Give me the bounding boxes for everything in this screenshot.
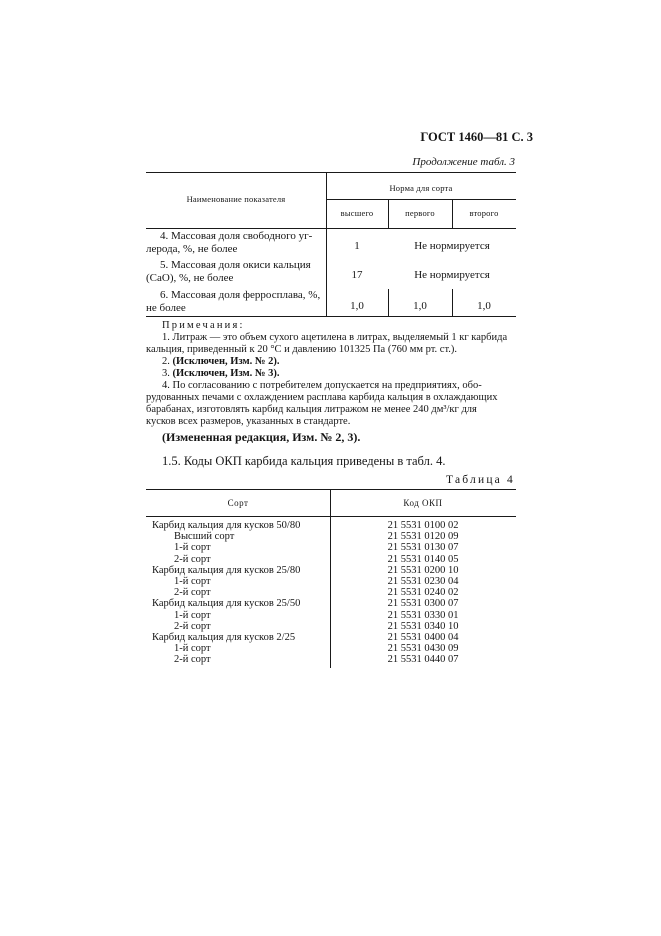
table-row: [146, 565, 516, 576]
value-not-normed: Не нормируется: [414, 269, 490, 281]
table-row: [146, 289, 321, 315]
note-line: [146, 356, 516, 368]
column-header-code: Код ОКП: [403, 498, 443, 508]
table-3-bottom-rule: [146, 316, 516, 317]
grade-name: 1-й сорт: [174, 643, 211, 655]
grade-name: 1-й сорт: [174, 575, 211, 587]
grade-header-second: второго: [469, 208, 499, 218]
grade-header-highest: высшего: [340, 208, 374, 218]
value-highest: 17: [351, 269, 363, 281]
okp-code: 21 5531 0400 04: [387, 631, 459, 643]
grade-name: Высший сорт: [174, 531, 235, 543]
column-header-grade: Сорт: [227, 498, 249, 508]
grade-name: 2-й сорт: [174, 587, 211, 599]
note-number: 3.: [162, 368, 170, 379]
value-highest: 1: [354, 240, 360, 252]
grade-name: Карбид кальция для кусков 2/25: [152, 631, 296, 643]
grade-name: Карбид кальция для кусков 25/50: [152, 598, 301, 610]
okp-code: 21 5531 0240 02: [387, 587, 459, 599]
row-text-line: 5. Массовая доля окиси кальция: [160, 259, 311, 271]
row-text-line: 4. Массовая доля свободного уг-: [160, 230, 313, 242]
notes-block: [146, 332, 516, 428]
note-number: 2.: [162, 356, 170, 367]
table-3-top-rule: [146, 172, 516, 173]
table-4-label: Таблица 4: [446, 474, 515, 486]
table-row: [146, 259, 311, 285]
table-row: [146, 643, 516, 654]
row-text-line: не более: [146, 302, 186, 314]
table-row: [146, 542, 516, 553]
table-row: [146, 531, 516, 542]
value-not-normed: Не нормируется: [414, 240, 490, 252]
grade-name: Карбид кальция для кусков 50/80: [152, 520, 301, 531]
okp-code: 21 5531 0130 07: [387, 542, 459, 554]
note-line: 4. По согласованию с потребителем допускается на предприятиях, обо-: [162, 380, 482, 391]
okp-code: 21 5531 0330 01: [387, 609, 459, 621]
note-excluded: (Исключен, Изм. № 3).: [172, 368, 280, 379]
grade-name: 2-й сорт: [174, 654, 211, 666]
table-row: [146, 621, 516, 632]
table-row: [146, 610, 516, 621]
edition-note: (Измененная редакция, Изм. № 2, 3).: [162, 430, 361, 444]
note-line: 1. Литраж — это объем сухого ацетилена в литрах, выделяемый 1 кг карбида: [162, 332, 508, 343]
value-highest: 1,0: [350, 300, 364, 312]
grade-name: 2-й сорт: [174, 553, 211, 565]
table-row: [146, 230, 313, 256]
okp-code: 21 5531 0100 02: [387, 520, 459, 531]
okp-code: 21 5531 0340 10: [387, 620, 459, 632]
standard-page-header: ГОСТ 1460—81 С. 3: [420, 130, 533, 144]
row-text-line: лерода, %, не более: [146, 243, 238, 255]
grade-name: 2-й сорт: [174, 620, 211, 632]
table-row: [146, 654, 516, 665]
okp-code: 21 5531 0200 10: [387, 564, 459, 576]
table-row: [146, 520, 516, 531]
table-row: [146, 576, 516, 587]
note-excluded: (Исключен, Изм. № 2).: [172, 356, 280, 367]
grade-name: Карбид кальция для кусков 25/80: [152, 564, 301, 576]
note-line: кусков всех размеров, указанных в стандарте.: [146, 416, 351, 427]
note-line: рудованных печами с охлаждением расплава карбида кальция в охлаждающих: [146, 392, 498, 403]
table-row: [146, 554, 516, 565]
grade-name: 1-й сорт: [174, 609, 211, 621]
okp-code: 21 5531 0430 09: [387, 643, 459, 655]
notes-heading: Примечания:: [162, 320, 245, 331]
row-text-line: 6. Массовая доля ферросплава, %,: [160, 289, 321, 301]
table-row: [146, 587, 516, 598]
row-text-line: (CaO), %, не более: [146, 272, 234, 284]
grade-name: 1-й сорт: [174, 542, 211, 554]
column-header-indicator: Наименование показателя: [186, 194, 286, 204]
table-row: [146, 598, 516, 609]
table-3-subheader-rule: [326, 199, 516, 200]
table-4-top-rule: [146, 489, 516, 490]
okp-code: 21 5531 0230 04: [387, 575, 459, 587]
section-paragraph: 1.5. Коды ОКП карбида кальция приведены в табл. 4.: [162, 454, 446, 468]
column-header-norm: Норма для сорта: [389, 183, 453, 193]
okp-code: 21 5531 0300 07: [387, 598, 459, 610]
note-line: [146, 368, 516, 380]
okp-code: 21 5531 0140 05: [387, 553, 459, 565]
okp-code: 21 5531 0120 09: [387, 531, 459, 543]
note-line: барабанах, изготовлять карбид кальция литражом не менее 240 дм³/кг для: [146, 404, 477, 415]
table-3-header-bottom-rule: [146, 228, 516, 229]
value-first: 1,0: [413, 300, 427, 312]
okp-code: 21 5531 0440 07: [387, 654, 459, 666]
value-second: 1,0: [477, 300, 491, 312]
table-continuation-label: Продолжение табл. 3: [412, 156, 515, 168]
table-row: [146, 632, 516, 643]
note-line: кальция, приведенный к 20 °С и давлению 101325 Па (760 мм рт. ст.).: [146, 344, 457, 355]
grade-header-first: первого: [405, 208, 435, 218]
table-3-header-divider: [326, 172, 327, 228]
table-4-body: [146, 520, 516, 665]
table-4-header-rule: [146, 516, 516, 517]
